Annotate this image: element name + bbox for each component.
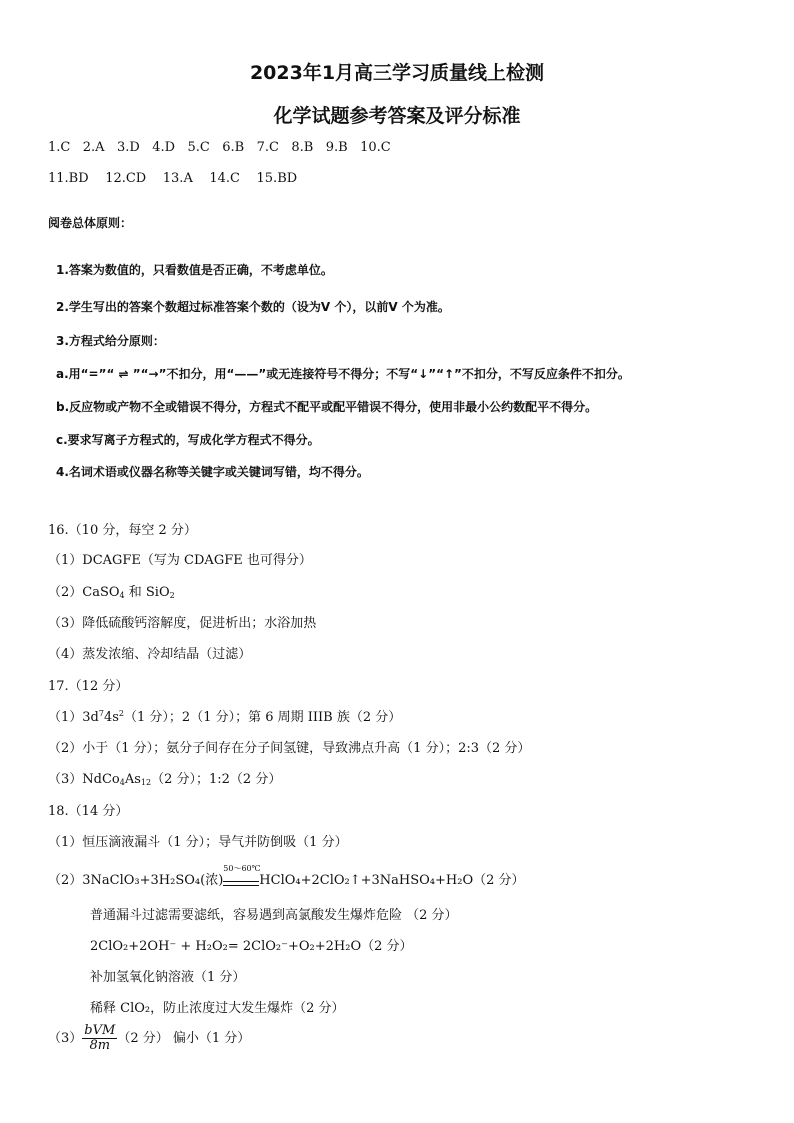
choice-answer: 12.CD	[105, 171, 147, 186]
q17-answer-3: $(3)NdCo_4As_{12}(2$ 分）；1:2（2 分）	[48, 772, 282, 787]
choice-answer: 1.C	[48, 140, 71, 155]
page-subtitle: 化学试题参考答案及评分标准	[273, 105, 521, 127]
q17-heading: 17.（12 分）	[48, 679, 129, 694]
choice-answer: 10.C	[360, 140, 391, 155]
principle-3c: c.要求写离子方程式的，写成化学方程式不得分。	[56, 433, 320, 447]
principle-1: 1.答案为数值的，只看数值是否正确，不考虑单位。	[56, 263, 333, 277]
choice-answer: 5.C	[187, 140, 210, 155]
choice-answer: 2.A	[82, 140, 105, 155]
choice-answers-row2	[48, 171, 297, 186]
choice-answer: 4.D	[152, 140, 176, 155]
q16-heading: 16.（10 分，每空 2 分）	[48, 523, 197, 538]
choice-answer: 15.BD	[256, 171, 298, 186]
q18-answer-3: （3） $\frac{\text{bVM}}{8m}$ （2 分） 偏小（1 分）	[48, 1023, 251, 1053]
choice-answer: 6.B	[222, 140, 245, 155]
q18-answer-2d: 补加氢氧化钠溶液（1 分）	[90, 970, 246, 985]
principle-3a: a.用“=”“ ⇌ ”“→”不扣分，用“——”或无连接符号不得分；不写“↓”“↑”不扣分，不写反应条件不扣分。	[56, 367, 630, 381]
page-title: 2023年1月高三学习质量线上检测	[249, 62, 545, 84]
q18-answer-2b: 普通漏斗过滤需要滤纸，容易遇到高氯酸发生爆炸危险 （2 分）	[90, 908, 458, 923]
equation-rhs: HClO₄+2ClO₂↑+3NaHSO₄+H₂O（2 分）	[259, 873, 525, 888]
principle-4: 4.名词术语或仪器名称等关键字或关键词写错，均不得分。	[56, 465, 369, 479]
choice-answer: 8.B	[291, 140, 314, 155]
principle-3b: b.反应物或产物不全或错误不得分，方程式不配平或配平错误不得分，使用非最小公约数配平不得分。	[56, 400, 598, 414]
principle-2: 2.学生写出的答案个数超过标准答案个数的（设为V 个），以前V 个为准。	[56, 300, 450, 314]
q18-heading: 18.（14 分）	[48, 804, 129, 819]
choice-answer: 9.B	[325, 140, 348, 155]
q18-answer-2c: 2ClO₂+2OH⁻ + H₂O₂= 2ClO₂⁻+O₂+2H₂O（2 分）	[90, 939, 413, 954]
choice-answer: 14.C	[209, 171, 240, 186]
q16-answer-4: （4）蒸发浓缩、冷却结晶（过滤）	[48, 647, 252, 662]
equals-sign-icon	[223, 881, 259, 886]
choice-answer: 7.C	[256, 140, 279, 155]
q18-answer-2-equation	[48, 864, 525, 888]
q16-answer-3: （3）降低硫酸钙溶解度，促进析出；水浴加热	[48, 616, 317, 631]
q16-answer-1: （1）DCAGFE（写为 CDAGFE 也可得分）	[48, 553, 312, 568]
choice-answers-row1	[48, 140, 391, 155]
equation-lhs: （2）3NaClO₃+3H₂SO₄(浓)	[48, 873, 224, 888]
q18-answer-2e: 稀释 ClO₂，防止浓度过大发生爆炸（2 分）	[90, 1001, 345, 1016]
fraction-expression: $\frac{\text{bVM}}{8m}$	[84, 1023, 116, 1053]
q17-answer-1: $(1)3d^74s^2(1$ 分）；2（1 分）；第 6 周期 IIIB 族（2 分）	[48, 709, 402, 725]
q18-answer-1: （1）恒压滴液漏斗（1 分）；导气并防倒吸（1 分）	[48, 835, 348, 850]
choice-answer: 13.A	[162, 171, 193, 186]
principle-3: 3.方程式给分原则：	[56, 334, 165, 348]
principles-heading: 阅卷总体原则：	[48, 216, 133, 230]
choice-answer: 11.BD	[48, 171, 89, 186]
reaction-condition: 50～60℃	[223, 875, 259, 886]
q17-answer-2: （2）小于（1 分）；氨分子间存在分子间氢键，导致沸点升高（1 分）；2:3（2 分）	[48, 741, 531, 756]
choice-answer: 3.D	[116, 140, 140, 155]
q16-answer-2: （2）CaSO$_4$ 和 SiO$_2$	[48, 585, 175, 600]
